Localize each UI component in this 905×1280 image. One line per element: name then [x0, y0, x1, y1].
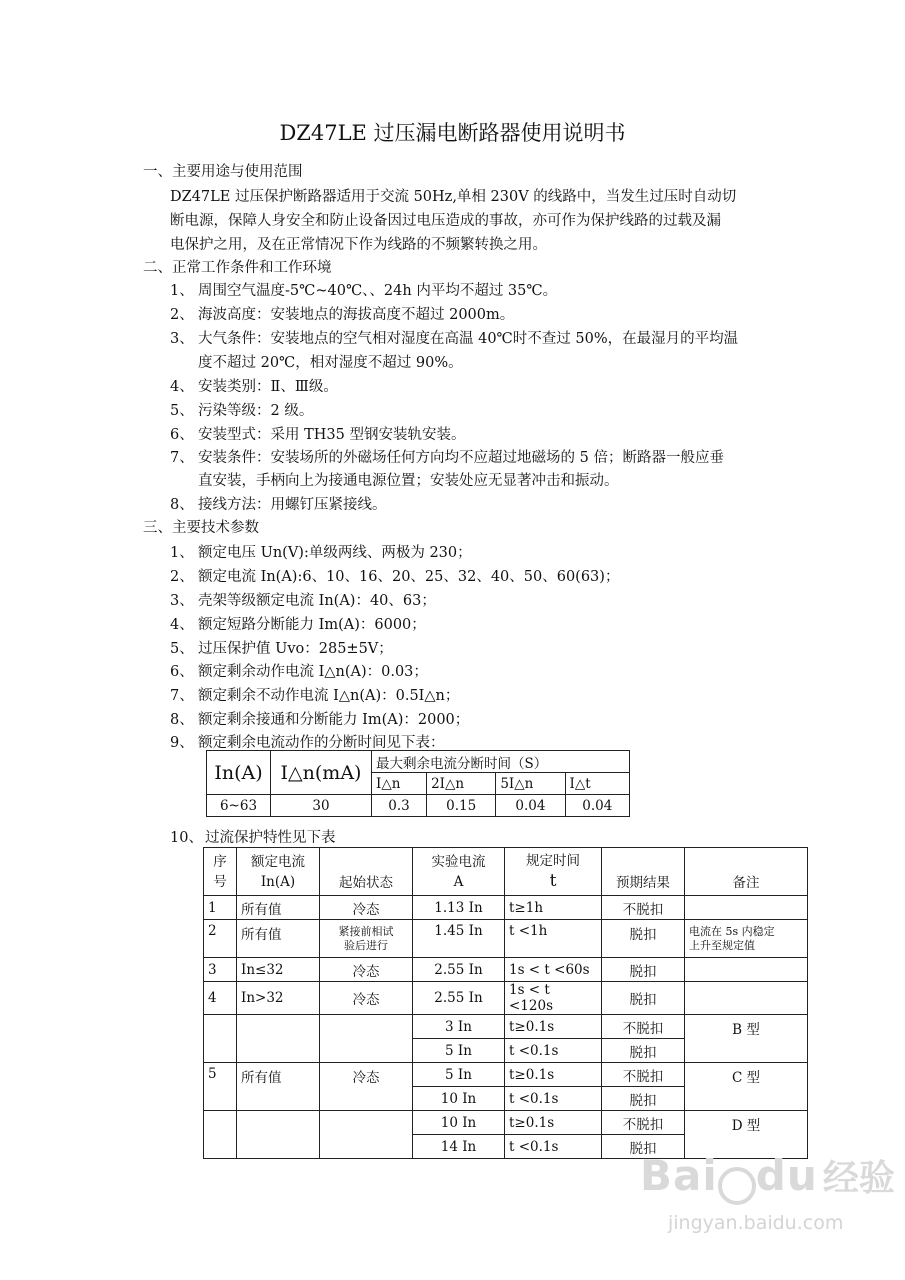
- list-item: 额定剩余动作电流 I△n(A)：0.03；: [198, 664, 428, 680]
- table-cell: [320, 920, 413, 958]
- table-cell: 所有值: [237, 896, 320, 920]
- table-cell: 1.13 In: [413, 896, 505, 920]
- list-item: 安装类别：Ⅱ、Ⅲ级。: [198, 379, 338, 395]
- list-item-cont: 直安装，手柄向上为接通电源位置；安装处应无显著冲击和振动。: [198, 473, 619, 489]
- table-cell: 不脱扣: [602, 1063, 685, 1087]
- list-number: 4、: [170, 617, 194, 633]
- table-cell: [204, 1015, 237, 1063]
- list-item: 接线方法：用螺钉压紧接线。: [198, 497, 387, 513]
- header-start: 起始状态: [320, 848, 413, 896]
- table-cell: [320, 1015, 413, 1063]
- list-number: 6、: [170, 664, 194, 680]
- list-number: 1、: [170, 545, 194, 561]
- table-cell: 5 In: [413, 1039, 505, 1063]
- table-cell: 脱扣: [602, 920, 685, 958]
- table-cell: 3 In: [413, 1015, 505, 1039]
- type-label: B 型: [685, 1015, 808, 1063]
- table-cell: 10 In: [413, 1111, 505, 1135]
- table-cell: [237, 1015, 320, 1063]
- header-in: In(A): [207, 751, 271, 795]
- table-cell: 冷态: [320, 958, 413, 982]
- r2-state-1: 紧接前相试: [338, 924, 394, 938]
- baidu-paw-icon: [718, 1167, 756, 1205]
- table-cell: 冷态: [320, 982, 413, 1015]
- table-cell: 所有值: [237, 920, 320, 958]
- table-cell: [685, 958, 808, 982]
- table-cell: 4: [204, 982, 237, 1015]
- baidu-watermark: [640, 1150, 895, 1205]
- list-number: 5、: [170, 641, 194, 657]
- section-2-heading: 二、正常工作条件和工作环境: [143, 260, 332, 276]
- list-number: 8、: [170, 712, 194, 728]
- header-time: [505, 848, 602, 896]
- header-test: [413, 848, 505, 896]
- table-cell: 2.55 In: [413, 982, 505, 1015]
- list-number: 2、: [170, 307, 194, 323]
- list-number: 5、: [170, 403, 194, 419]
- table-cell: t≥0.1s: [505, 1063, 602, 1087]
- header-seq-1: 序: [213, 853, 227, 870]
- type-label: D 型: [685, 1111, 808, 1159]
- table-cell: In≤32: [237, 958, 320, 982]
- residual-current-table: [206, 750, 630, 817]
- table-cell: 1s < t <120s: [505, 982, 602, 1015]
- table-cell: In>32: [237, 982, 320, 1015]
- table-cell: t≥0.1s: [505, 1111, 602, 1135]
- r2-note-1: 电流在 5s 内稳定: [689, 924, 775, 938]
- table-cell: t <0.1s: [505, 1087, 602, 1111]
- table-cell: t≥1h: [505, 896, 602, 920]
- table-cell: [237, 1111, 320, 1159]
- list-item: 额定剩余不动作电流 I△n(A)：0.5I△n；: [198, 688, 460, 704]
- watermark-cn: 经验: [822, 1158, 895, 1199]
- table-cell: 14 In: [413, 1135, 505, 1159]
- list-item: 大气条件：安装地点的空气相对湿度在高温 40℃时不查过 50%，在最湿月的平均温: [198, 331, 739, 347]
- table-cell: 0.15: [427, 795, 496, 817]
- section-3-heading: 三、主要技术参数: [143, 520, 259, 536]
- list-number: 7、: [170, 450, 194, 466]
- list-item: 周围空气温度-5℃~40℃、、24h 内平均不超过 35℃。: [198, 283, 558, 299]
- header-time-2: t: [549, 871, 557, 891]
- section-1-line: DZ47LE 过压保护断路器适用于交流 50Hz,单相 230V 的线路中，当发生过压时自动切: [170, 189, 737, 205]
- list-item-cont: 度不超过 20℃，相对湿度不超过 90%。: [198, 355, 463, 371]
- table-cell: 2: [204, 920, 237, 958]
- list-item: 过压保护值 Uvo：285±5V；: [198, 641, 393, 657]
- table-cell: 1: [204, 896, 237, 920]
- table-cell: 1s < t <60s: [505, 958, 602, 982]
- table-cell: 脱扣: [602, 1039, 685, 1063]
- header-rated-2: In(A): [260, 873, 296, 890]
- table-cell: 脱扣: [602, 1087, 685, 1111]
- subheader: 5I△n: [496, 773, 565, 795]
- list-item: 额定电流 In(A):6、10、16、20、25、32、40、50、60(63)；: [198, 569, 620, 585]
- table-cell: 脱扣: [602, 958, 685, 982]
- header-seq-2: 号: [213, 873, 227, 890]
- r2-note-2: 上升至规定值: [689, 938, 755, 952]
- page-title: DZ47LE 过压漏电断路器使用说明书: [279, 121, 626, 145]
- table-cell: 5 In: [413, 1063, 505, 1087]
- table-cell: 脱扣: [602, 982, 685, 1015]
- list-number: 3、: [170, 593, 194, 609]
- list-item: 额定剩余接通和分断能力 Im(A)：2000；: [198, 712, 470, 728]
- table-cell: t <0.1s: [505, 1039, 602, 1063]
- list-number: 2、: [170, 569, 194, 585]
- table-cell: 1.45 In: [413, 920, 505, 958]
- table-cell: 冷态: [320, 896, 413, 920]
- section-1-line: 电保护之用，及在正常情况下作为线路的不频繁转换之用。: [170, 237, 547, 253]
- list-item: 污染等级：2 级。: [198, 403, 314, 419]
- header-seq: [204, 848, 237, 896]
- header-test-2: A: [453, 873, 464, 890]
- list-number: 4、: [170, 379, 194, 395]
- table-cell: 冷态: [320, 1063, 413, 1111]
- table-cell: 3: [204, 958, 237, 982]
- header-time-1: 规定时间: [526, 853, 580, 869]
- header-idn: I△n(mA): [271, 751, 372, 795]
- header-result: 预期结果: [602, 848, 685, 896]
- table-cell: 10 In: [413, 1087, 505, 1111]
- list-number: 7、: [170, 688, 194, 704]
- header-note: 备注: [685, 848, 808, 896]
- subheader: I△n: [372, 773, 427, 795]
- table-cell: 5: [204, 1063, 237, 1111]
- table-cell: 不脱扣: [602, 896, 685, 920]
- overcurrent-table: [203, 847, 808, 1159]
- list-item: 安装型式：采用 TH35 型钢安装轨安装。: [198, 427, 466, 443]
- list-number: 9、: [170, 735, 194, 751]
- r2-state-2: 验后进行: [344, 938, 388, 952]
- table-cell: 6~63: [207, 795, 271, 817]
- watermark-logo-b: du: [755, 1151, 818, 1200]
- list-item: 过流保护特性见下表: [205, 830, 336, 846]
- table-cell: 脱扣: [602, 1135, 685, 1159]
- table-cell: 0.04: [496, 795, 565, 817]
- table-cell: 所有值: [237, 1063, 320, 1111]
- table-cell: 2.55 In: [413, 958, 505, 982]
- table-cell: 30: [271, 795, 372, 817]
- watermark-url: jingyan.baidu.com: [668, 1212, 844, 1234]
- header-rated: [237, 848, 320, 896]
- list-number: 6、: [170, 427, 194, 443]
- table-cell: [204, 1111, 237, 1159]
- list-number: 10、: [170, 830, 203, 846]
- list-item: 额定剩余电流动作的分断时间见下表：: [198, 735, 445, 751]
- table-cell: 0.04: [565, 795, 629, 817]
- table-cell: 不脱扣: [602, 1111, 685, 1135]
- section-1-line: 断电源，保障人身安全和防止设备因过电压造成的事故，亦可作为保护线路的过载及漏: [170, 213, 721, 229]
- section-1-heading: 一、主要用途与使用范围: [143, 164, 303, 180]
- header-max-time: 最大剩余电流分断时间（S）: [372, 751, 630, 773]
- watermark-logo-a: Bai: [640, 1151, 718, 1200]
- table-cell: [685, 982, 808, 1015]
- list-item: 海波高度：安装地点的海拔高度不超过 2000m。: [198, 307, 515, 323]
- list-item: 额定电压 Un(V):单级两线、两极为 230；: [198, 545, 472, 561]
- list-number: 1、: [170, 283, 194, 299]
- list-item: 安装条件：安装场所的外磁场任何方向均不应超过地磁场的 5 倍；断路器一般应垂: [198, 450, 724, 466]
- header-test-1: 实验电流: [431, 853, 486, 870]
- header-rated-1: 额定电流: [251, 853, 305, 870]
- table-cell: t <0.1s: [505, 1135, 602, 1159]
- table-cell: t <1h: [505, 920, 602, 958]
- table-cell: [320, 1111, 413, 1159]
- list-item: 额定短路分断能力 Im(A)：6000；: [198, 617, 426, 633]
- list-number: 8、: [170, 497, 194, 513]
- table-cell: [685, 920, 808, 958]
- table-cell: 不脱扣: [602, 1015, 685, 1039]
- subheader: 2I△n: [427, 773, 496, 795]
- type-label: C 型: [685, 1063, 808, 1111]
- table-cell: 0.3: [372, 795, 427, 817]
- list-item: 壳架等级额定电流 In(A)：40、63；: [198, 593, 436, 609]
- subheader: I△t: [565, 773, 629, 795]
- table-cell: t≥0.1s: [505, 1015, 602, 1039]
- table-cell: [685, 896, 808, 920]
- list-number: 3、: [170, 331, 194, 347]
